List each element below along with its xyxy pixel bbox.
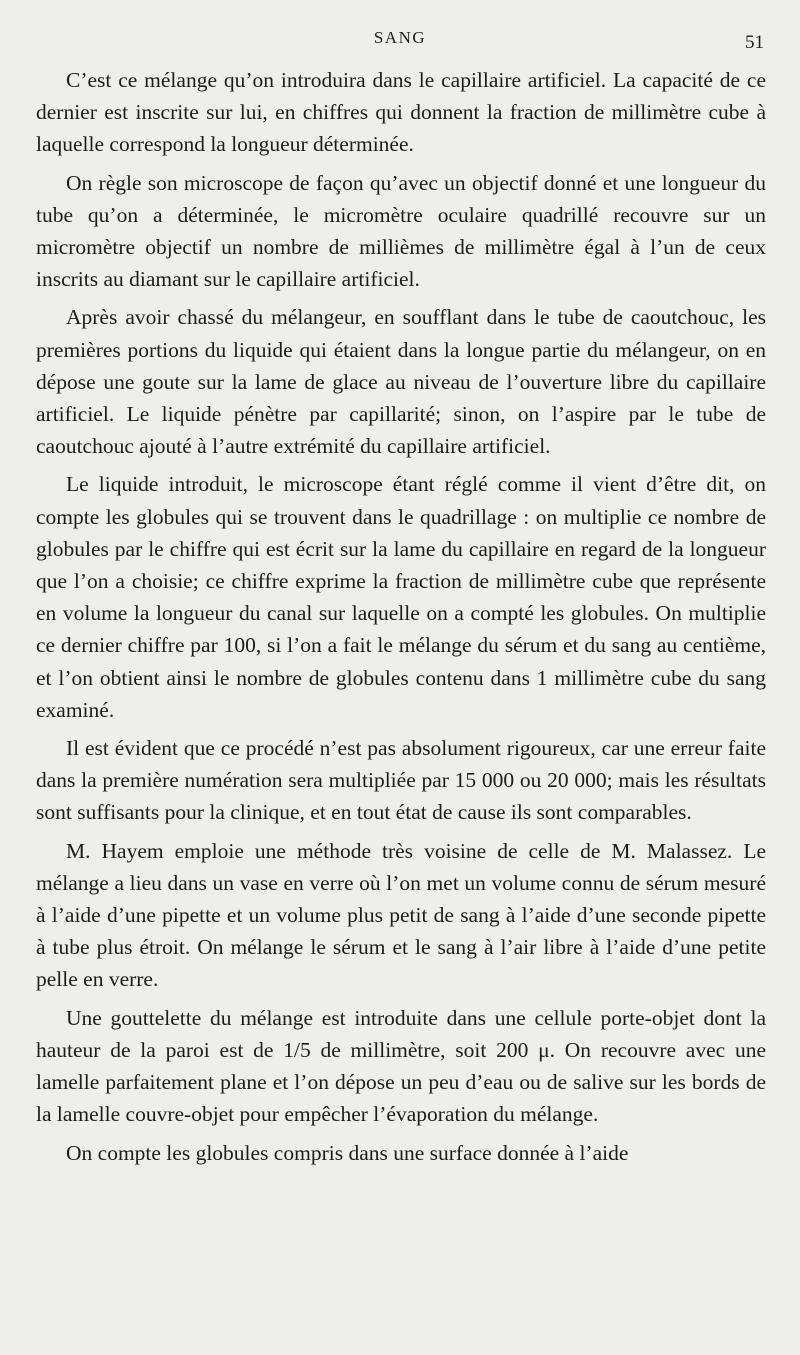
paragraph: M. Hayem emploie une méthode très voisine de celle de M. Malassez. Le mélange a lieu dans un vase en verre où l’on met un volume connu de sérum mesuré à l’aide d’une pipette et un volume plus petit de sang à l’aide d’une seconde pipette à tube plus étroit. On mélange le sérum et le sang à l’air libre à l’aide d’une petite pelle en verre. xyxy=(36,838,766,992)
paragraph: On règle son microscope de façon qu’avec un objectif donné et une longueur du tube qu’on a déterminée, le micromètre oculaire quadrillé recouvre sur un micromètre objectif un nombre de millièmes de millimètre égal à l’un de ceux inscrits au diamant sur le capillaire artificiel. xyxy=(36,170,766,292)
paragraph: Le liquide introduit, le microscope étant réglé comme il vient d’être dit, on compte les globules qui se trouvent dans le quadrillage : on multiplie ce nombre de globules par le chiffre qui est écrit sur la lame du capillaire en regard de la longueur que l’on a choisie; ce chiffre exprime la fraction de millimètre cube que représente en volume la longueur du canal sur laquelle on a compté les globules. On multiplie ce dernier chiffre par 100, si l’on a fait le mélange du sérum et du sang au centième, et l’on obtient ainsi le nombre de globules contenu dans 1 millimètre cube du sang examiné. xyxy=(36,472,766,722)
paragraph: C’est ce mélange qu’on introduira dans le capillaire artificiel. La capacité de ce dernier est inscrite sur lui, en chiffres qui donnent la fraction de millimètre cube à laquelle correspond la longueur déterminée. xyxy=(36,68,766,157)
paragraph: Une gouttelette du mélange est introduite dans une cellule porte-objet dont la hauteur de la paroi est de 1/5 de millimètre, soit 200 μ. On recouvre avec une lamelle parfaitement plane et l’on dépose un peu d’eau ou de salive sur les bords de la lamelle couvre-objet pour empêcher l’évaporation du mélange. xyxy=(36,1005,766,1127)
running-title: SANG xyxy=(373,28,427,47)
paragraph: On compte les globules compris dans une surface donnée à l’aide xyxy=(66,1140,629,1165)
page-header xyxy=(36,28,764,58)
page-body xyxy=(36,64,766,1175)
paragraph: Il est évident que ce procédé n’est pas absolument rigoureux, car une erreur faite dans la première numération sera multipliée par 15 000 ou 20 000; mais les résultats sont suffisants pour la clinique, et en tout état de cause ils sont comparables. xyxy=(36,736,766,825)
page-number: 51 xyxy=(745,32,764,53)
paragraph: Après avoir chassé du mélangeur, en soufflant dans le tube de caoutchouc, les premières portions du liquide qui étaient dans la longue partie du mélangeur, on en dépose une goute sur la lame de glace au niveau de l’ouverture libre du capillaire artificiel. Le liquide pénètre par capillarité; sinon, on l’aspire par le tube de caoutchouc ajouté à l’autre extrémité du capillaire artificiel. xyxy=(36,305,766,459)
